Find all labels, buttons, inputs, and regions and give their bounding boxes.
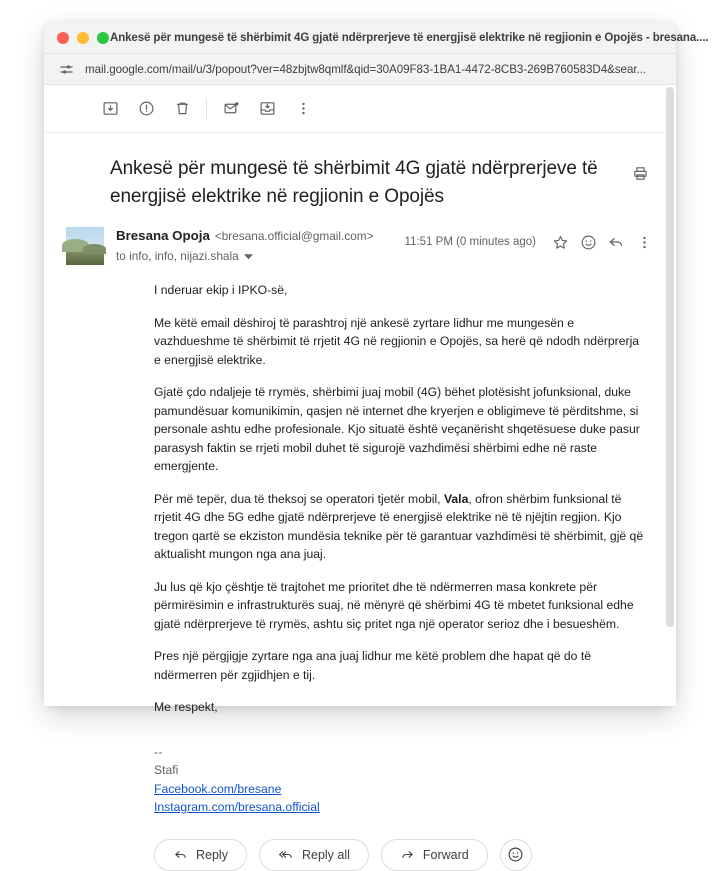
p3-text-b: , ofron shërbim funksional të rrjetit 4G dhe 5G edhe gjatë ndërprerjeve të energjisë elektrike në të njëjtin regjion. Kjo tregon qartë se ekziston mundësia teknike për të garantuar vazhdimësi të shërbimit, gjë që aktualisht mungon nga ana juaj. (154, 491, 644, 561)
body-paragraph-1: Me këtë email dëshiroj të parashtroj një ankesë zyrtare lidhur me mungesën e vazhdueshme të shërbimit të rrjetit 4G në regjionin e Opojës, sa herë që ndodh ndërprerja e energjisë elektrike. (154, 315, 640, 367)
maximize-window-button[interactable] (97, 32, 109, 44)
body-closing: Me respekt, (154, 700, 218, 714)
body-greeting: I nderuar ekip i IPKO-së, (154, 283, 288, 297)
sender-line (116, 228, 405, 243)
facebook-link[interactable]: Facebook.com/bresane (154, 781, 282, 796)
body-paragraph-4: Ju lus që kjo çështje të trajtohet me prioritet dhe të ndërmerren masa konkrete për përmirësimin e infrastrukturës suaj, në mënyrë që shërbimi 4G të mbetet funksional edhe gjatë ndërprerjeve të rrymës, ashtu siç pritet nga një operator serioz dhe i besueshëm. (154, 579, 634, 631)
archive-button[interactable] (92, 91, 128, 127)
message-more-icon[interactable] (630, 228, 658, 256)
signature-name: Stafi (154, 763, 179, 777)
body-paragraph-3 (154, 490, 646, 564)
signature-block (154, 743, 646, 817)
recipients-text: to info, info, nijazi.shala (116, 249, 239, 263)
browser-titlebar (44, 22, 709, 54)
p3-bold-operator: Vala (443, 491, 469, 506)
chevron-down-icon[interactable] (244, 252, 253, 261)
sender-row (44, 211, 676, 265)
toolbar-divider (206, 99, 207, 119)
address-bar[interactable] (44, 54, 676, 85)
reply-all-label: Reply all (301, 847, 350, 862)
body-paragraph-2: Gjatë çdo ndaljeje të rrymës, shërbimi juaj mobil (4G) bëhet plotësisht jofunksional, duke pamundësuar komunikimin, qasjen në internet dhe kryerjen e obligimeve të përditshme, si personale ashtu edhe profesionale. Kjo situatë është veçanërisht shqetësuese duke pasur parasysh faktin se rrjeti mobil duhet të sigurojë vazhdimësi shërbimi edhe në raste emergjente. (154, 385, 640, 473)
reply-all-arrow-icon (278, 847, 294, 862)
smiley-icon (507, 846, 524, 863)
move-to-inbox-button[interactable] (249, 91, 285, 127)
sender-details (116, 227, 405, 263)
avatar[interactable] (66, 227, 104, 265)
mail-toolbar (44, 85, 676, 133)
scrollbar-track[interactable] (664, 85, 676, 706)
reply-actions (44, 817, 676, 871)
minimize-window-button[interactable] (77, 32, 89, 44)
subject-row (44, 133, 676, 211)
forward-button[interactable] (381, 839, 488, 871)
close-window-button[interactable] (57, 32, 69, 44)
body-paragraph-5: Pres një përgjigje zyrtare nga ana juaj lidhur me këtë problem dhe hapat që do të ndërmerren për zgjidhjen e tij. (154, 649, 591, 682)
reply-label: Reply (196, 847, 228, 862)
star-icon[interactable] (546, 228, 574, 256)
mark-unread-button[interactable] (213, 91, 249, 127)
site-settings-icon[interactable] (57, 60, 75, 78)
traffic-lights (44, 32, 109, 44)
report-spam-button[interactable] (128, 91, 164, 127)
browser-window (44, 22, 709, 862)
sender-name[interactable]: Bresana Opoja (116, 228, 210, 243)
timestamp: 11:51 PM (0 minutes ago) (404, 236, 536, 248)
add-emoji-button[interactable] (500, 839, 532, 871)
message-actions (405, 227, 658, 256)
recipients-row[interactable] (116, 249, 405, 263)
delete-button[interactable] (164, 91, 200, 127)
p3-text-a: Për më tepër, dua të theksoj se operatori tjetër mobil, (154, 491, 444, 506)
scrollbar-thumb[interactable] (666, 87, 674, 627)
print-icon[interactable] (626, 159, 654, 187)
email-subject: Ankesë për mungesë të shërbimit 4G gjatë ndërprerjeve të energjisë elektrike në regjionin e Opojës (110, 158, 598, 207)
email-body (44, 265, 676, 817)
toolbar-more-button[interactable] (285, 91, 321, 127)
mail-page (44, 85, 676, 862)
add-reaction-smiley-icon[interactable] (574, 228, 602, 256)
url-text[interactable]: mail.google.com/mail/u/3/popout?ver=48zbjtw8qmlf&qid=30A09F83-1BA1-4472-8CB3-269B760583D4&sear... (85, 62, 647, 76)
window-title: Ankesë për mungesë të shërbimit 4G gjatë ndërprerjeve të energjisë elektrike në regjionin e Opojës - bresana.... (110, 31, 709, 44)
sender-email[interactable]: <bresana.official@gmail.com> (214, 229, 374, 243)
signature-dashes: -- (154, 744, 164, 759)
reply-icon[interactable] (602, 228, 630, 256)
forward-arrow-icon (400, 847, 415, 862)
forward-label: Forward (422, 847, 469, 862)
reply-all-button[interactable] (259, 839, 369, 871)
reply-button[interactable] (154, 839, 247, 871)
instagram-link[interactable]: Instagram.com/bresana.official (154, 800, 320, 814)
reply-arrow-icon (173, 847, 188, 862)
